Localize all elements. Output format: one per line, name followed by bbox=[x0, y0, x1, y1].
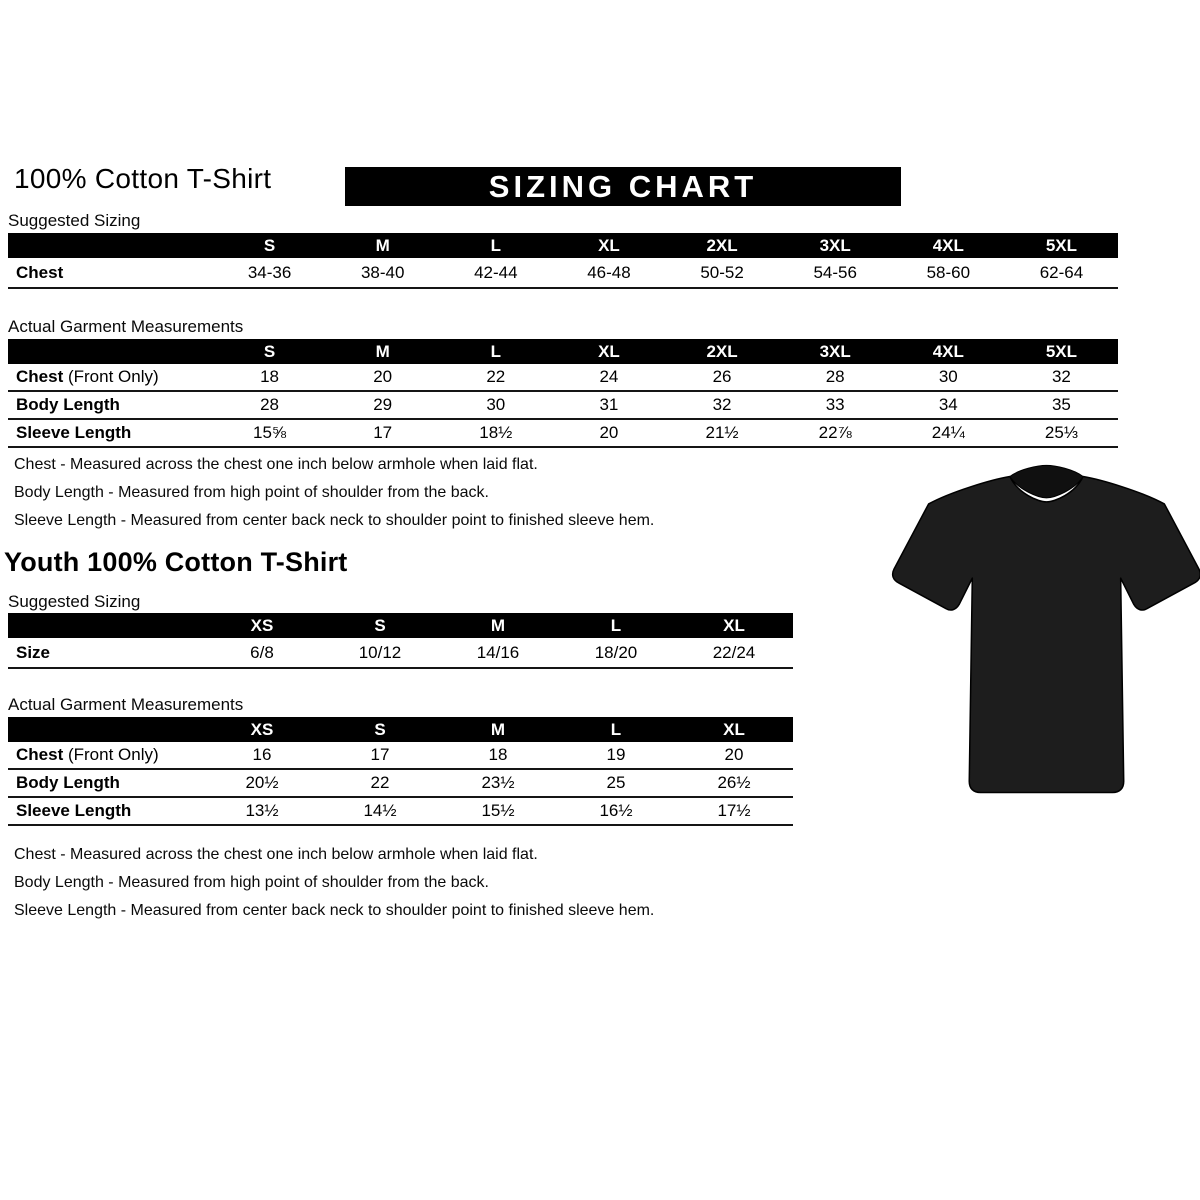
row-label bbox=[8, 643, 203, 663]
table-row bbox=[8, 638, 793, 669]
table-header-row bbox=[8, 717, 793, 742]
value-cell: 20 bbox=[724, 745, 744, 764]
value-cell: 17½ bbox=[717, 801, 751, 820]
value-cell: 54-56 bbox=[813, 262, 857, 282]
row-label-text: Chest bbox=[16, 262, 64, 282]
value-cell: 15⅝ bbox=[253, 423, 287, 442]
value-cell: 33 bbox=[825, 395, 845, 414]
youth-section-title: Youth 100% Cotton T-Shirt bbox=[4, 547, 348, 577]
value-cell: 25 bbox=[606, 773, 626, 792]
value-cell: 58-60 bbox=[926, 262, 971, 282]
row-label-text: Sleeve Length bbox=[16, 801, 132, 820]
column-header: XL bbox=[723, 615, 745, 635]
table-header-row bbox=[8, 613, 793, 638]
value-cell: 17 bbox=[373, 423, 393, 442]
value-cell: 26 bbox=[712, 367, 732, 386]
value-cell: 16 bbox=[252, 745, 272, 764]
value-cell: 24 bbox=[599, 367, 619, 386]
value-cell: 18½ bbox=[479, 423, 513, 442]
column-header: 3XL bbox=[819, 341, 851, 361]
note-line: Sleeve Length - Measured from center back neck to shoulder point to finished sleeve hem. bbox=[14, 902, 655, 919]
value-cell: 46-48 bbox=[587, 262, 631, 282]
column-header: L bbox=[490, 235, 501, 255]
column-header: M bbox=[375, 341, 390, 361]
value-cell: 14/16 bbox=[476, 642, 520, 662]
value-cell: 34 bbox=[938, 395, 958, 414]
row-label bbox=[8, 773, 203, 793]
value-cell: 24¼ bbox=[931, 423, 965, 442]
youth-actual-measurements-label: Actual Garment Measurements bbox=[8, 695, 244, 714]
value-cell: 10/12 bbox=[358, 642, 402, 662]
row-label-text: Body Length bbox=[16, 395, 120, 414]
row-label-text: Size bbox=[16, 642, 51, 662]
column-header: XL bbox=[598, 235, 620, 255]
column-header: 5XL bbox=[1045, 235, 1078, 255]
value-cell: 18/20 bbox=[594, 642, 638, 662]
column-header: M bbox=[490, 719, 506, 739]
column-header: 2XL bbox=[706, 341, 738, 361]
adult-suggested-sizing-label: Suggested Sizing bbox=[8, 211, 141, 230]
value-cell: 28 bbox=[825, 367, 845, 386]
row-label-text: Chest bbox=[16, 367, 64, 386]
table-row bbox=[8, 258, 1118, 289]
value-cell: 17 bbox=[370, 745, 390, 764]
value-cell: 30 bbox=[486, 395, 506, 414]
value-cell: 32 bbox=[712, 395, 732, 414]
value-cell: 34-36 bbox=[247, 262, 292, 282]
value-cell: 42-44 bbox=[474, 262, 518, 282]
row-label bbox=[8, 395, 213, 415]
value-cell: 13½ bbox=[245, 801, 279, 820]
column-header: 5XL bbox=[1045, 341, 1078, 361]
adult-actual-measurements-label: Actual Garment Measurements bbox=[8, 317, 244, 336]
tshirt-graphic bbox=[890, 458, 1200, 810]
table-row bbox=[8, 364, 1118, 392]
column-header: XL bbox=[723, 719, 745, 739]
value-cell: 38-40 bbox=[360, 262, 405, 282]
value-cell: 29 bbox=[373, 395, 393, 414]
value-cell: 25⅓ bbox=[1044, 423, 1078, 442]
sizing-chart-banner bbox=[345, 167, 901, 206]
table-header-row bbox=[8, 233, 1118, 258]
value-cell: 35 bbox=[1051, 395, 1071, 414]
column-header: 3XL bbox=[819, 235, 851, 255]
row-label bbox=[8, 263, 213, 283]
adult-section-title: 100% Cotton T-Shirt bbox=[14, 163, 272, 194]
row-label-suffix: (Front Only) bbox=[63, 745, 159, 764]
note-line: Chest - Measured across the chest one inch below armhole when laid flat. bbox=[14, 846, 538, 863]
column-header: XS bbox=[250, 719, 274, 739]
sizing-chart-banner-text: SIZING CHART bbox=[488, 168, 758, 204]
table-header-row bbox=[8, 339, 1118, 364]
table-row bbox=[8, 770, 793, 798]
row-label bbox=[8, 801, 203, 821]
youth-actual-measurements-table bbox=[8, 717, 793, 826]
column-header: L bbox=[610, 615, 622, 635]
tshirt-image bbox=[890, 458, 1200, 810]
note-line: Chest - Measured across the chest one inch below armhole when laid flat. bbox=[14, 456, 538, 473]
value-cell: 30 bbox=[938, 367, 958, 386]
value-cell: 22⅞ bbox=[818, 423, 852, 442]
value-cell: 18 bbox=[488, 745, 508, 764]
youth-measurement-notes bbox=[14, 841, 654, 925]
value-cell: 16½ bbox=[599, 801, 633, 820]
adult-actual-measurements-table bbox=[8, 339, 1118, 448]
value-cell: 22 bbox=[370, 773, 390, 792]
table-row bbox=[8, 798, 793, 826]
value-cell: 18 bbox=[260, 367, 280, 386]
column-header: L bbox=[610, 719, 622, 739]
value-cell: 20 bbox=[373, 367, 393, 386]
column-header: S bbox=[263, 235, 276, 255]
value-cell: 20½ bbox=[245, 773, 279, 792]
value-cell: 22/24 bbox=[712, 642, 756, 662]
table-row bbox=[8, 742, 793, 770]
value-cell: 22 bbox=[486, 367, 506, 386]
adult-suggested-sizing-table bbox=[8, 233, 1118, 289]
value-cell: 23½ bbox=[481, 773, 515, 792]
youth-suggested-sizing-table bbox=[8, 613, 793, 669]
note-line: Body Length - Measured from high point of shoulder from the back. bbox=[14, 874, 489, 891]
row-label-text: Body Length bbox=[16, 773, 120, 792]
youth-suggested-sizing-label: Suggested Sizing bbox=[8, 592, 141, 611]
row-label-suffix: (Front Only) bbox=[63, 367, 159, 386]
value-cell: 28 bbox=[260, 395, 280, 414]
value-cell: 6/8 bbox=[250, 642, 274, 662]
column-header: 4XL bbox=[932, 341, 964, 361]
row-label bbox=[8, 367, 213, 387]
row-label-text: Chest bbox=[16, 745, 64, 764]
column-header: S bbox=[374, 719, 386, 739]
column-header: M bbox=[375, 235, 390, 255]
value-cell: 32 bbox=[1051, 367, 1071, 386]
column-header: S bbox=[374, 615, 386, 635]
column-header: XS bbox=[250, 615, 274, 635]
row-label-text: Sleeve Length bbox=[16, 423, 132, 442]
value-cell: 20 bbox=[599, 423, 619, 442]
table-row bbox=[8, 392, 1118, 420]
column-header: M bbox=[490, 615, 506, 635]
adult-measurement-notes bbox=[14, 451, 654, 535]
value-cell: 15½ bbox=[481, 801, 515, 820]
value-cell: 14½ bbox=[363, 801, 397, 820]
table-row bbox=[8, 420, 1118, 448]
value-cell: 31 bbox=[599, 395, 619, 414]
tshirt-body bbox=[893, 477, 1200, 793]
column-header: XL bbox=[598, 341, 620, 361]
row-label bbox=[8, 745, 203, 765]
value-cell: 19 bbox=[606, 745, 626, 764]
value-cell: 50-52 bbox=[700, 262, 744, 282]
column-header: 4XL bbox=[932, 235, 964, 255]
value-cell: 62-64 bbox=[1039, 262, 1084, 282]
column-header: S bbox=[263, 341, 276, 361]
column-header: L bbox=[490, 341, 501, 361]
value-cell: 21½ bbox=[705, 423, 739, 442]
column-header: 2XL bbox=[706, 235, 738, 255]
value-cell: 26½ bbox=[717, 773, 751, 792]
row-label bbox=[8, 423, 213, 443]
note-line: Body Length - Measured from high point of shoulder from the back. bbox=[14, 484, 489, 501]
note-line: Sleeve Length - Measured from center back neck to shoulder point to finished sleeve hem. bbox=[14, 512, 655, 529]
